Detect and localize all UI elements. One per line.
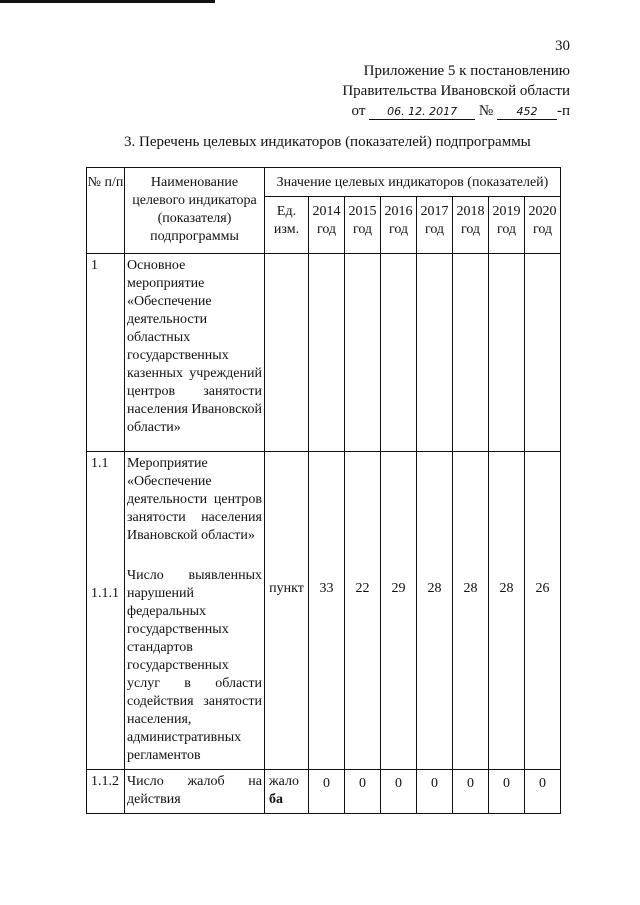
row-value (489, 254, 525, 452)
header-row-1 (87, 168, 561, 197)
header-year-2020: 2020 год (525, 197, 561, 254)
header-values-group: Значение целевых индикаторов (показателей) (265, 168, 561, 197)
row-value (381, 254, 417, 452)
row-unit-line-2: ба (269, 792, 283, 807)
top-border-line (0, 0, 215, 3)
row-num: 1.1 (91, 456, 109, 471)
from-label: от (351, 103, 366, 119)
appendix-date-line (352, 101, 570, 121)
table-row (87, 254, 561, 452)
appendix-block (342, 61, 570, 121)
number-suffix: -п (556, 103, 570, 119)
header-year-2014: 2014 год (309, 197, 345, 254)
row-unit-cell (265, 770, 309, 814)
row-value: 28 (489, 452, 525, 770)
row-value: 29 (381, 452, 417, 770)
appendix-line-1: Приложение 5 к постановлению (363, 63, 570, 79)
row-value (345, 254, 381, 452)
row-unit: пункт (265, 452, 309, 770)
header-num: № п/п (87, 168, 125, 254)
header-year-2016: 2016 год (381, 197, 417, 254)
header-unit: Ед. изм. (265, 197, 309, 254)
row-spacer (91, 473, 121, 585)
page-number: 30 (555, 38, 570, 54)
row-value (309, 254, 345, 452)
table-row (87, 452, 561, 770)
table-row (87, 770, 561, 814)
row-value: 28 (453, 452, 489, 770)
row-value (453, 254, 489, 452)
row-value: 0 (489, 770, 525, 814)
row-value: 33 (309, 452, 345, 770)
row-value (417, 254, 453, 452)
row-value: 22 (345, 452, 381, 770)
indicators-table (86, 167, 561, 814)
row-value: 0 (525, 770, 561, 814)
header-year-2017: 2017 год (417, 197, 453, 254)
row-value: 0 (345, 770, 381, 814)
row-unit (265, 254, 309, 452)
header-year-2015: 2015 год (345, 197, 381, 254)
row-value: 0 (309, 770, 345, 814)
header-year-2019: 2019 год (489, 197, 525, 254)
appendix-line-2: Правительства Ивановской области (342, 83, 570, 99)
row-value: 0 (417, 770, 453, 814)
row-name-cell (125, 452, 265, 770)
row-num: 1.1.2 (87, 770, 125, 814)
handwritten-date: 06. 12. 2017 (369, 105, 475, 120)
row-name: Мероприятие «Обеспечение деятельности центров занятости населения Ивановской области» (127, 456, 262, 543)
row-unit-line-1: жало (269, 774, 299, 789)
section-title: 3. Перечень целевых индикаторов (показателей) подпрограммы (124, 134, 531, 150)
row-value: 26 (525, 452, 561, 770)
row-value: 0 (453, 770, 489, 814)
row-value: 28 (417, 452, 453, 770)
row-name: Число жалоб на действия (125, 770, 265, 814)
header-year-2018: 2018 год (453, 197, 489, 254)
row-name: Основное мероприятие «Обеспечение деятельности областных государственных казенных учреждений центров занятости населения Ивановской области» (125, 254, 265, 452)
row-num-cell (87, 452, 125, 770)
header-name: Наименование целевого индикатора (показателя) подпрограммы (125, 168, 265, 254)
row-gap (127, 545, 262, 567)
row-value (525, 254, 561, 452)
row-num: 1 (87, 254, 125, 452)
handwritten-number: 452 (497, 105, 557, 120)
row-sub-num: 1.1.1 (91, 586, 119, 601)
number-label: № (478, 103, 494, 119)
row-value: 0 (381, 770, 417, 814)
row-sub-name: Число выявленных нарушений федеральных государственных стандартов государственных услуг в области содействия занятости населения, административных регламентов (127, 568, 262, 763)
